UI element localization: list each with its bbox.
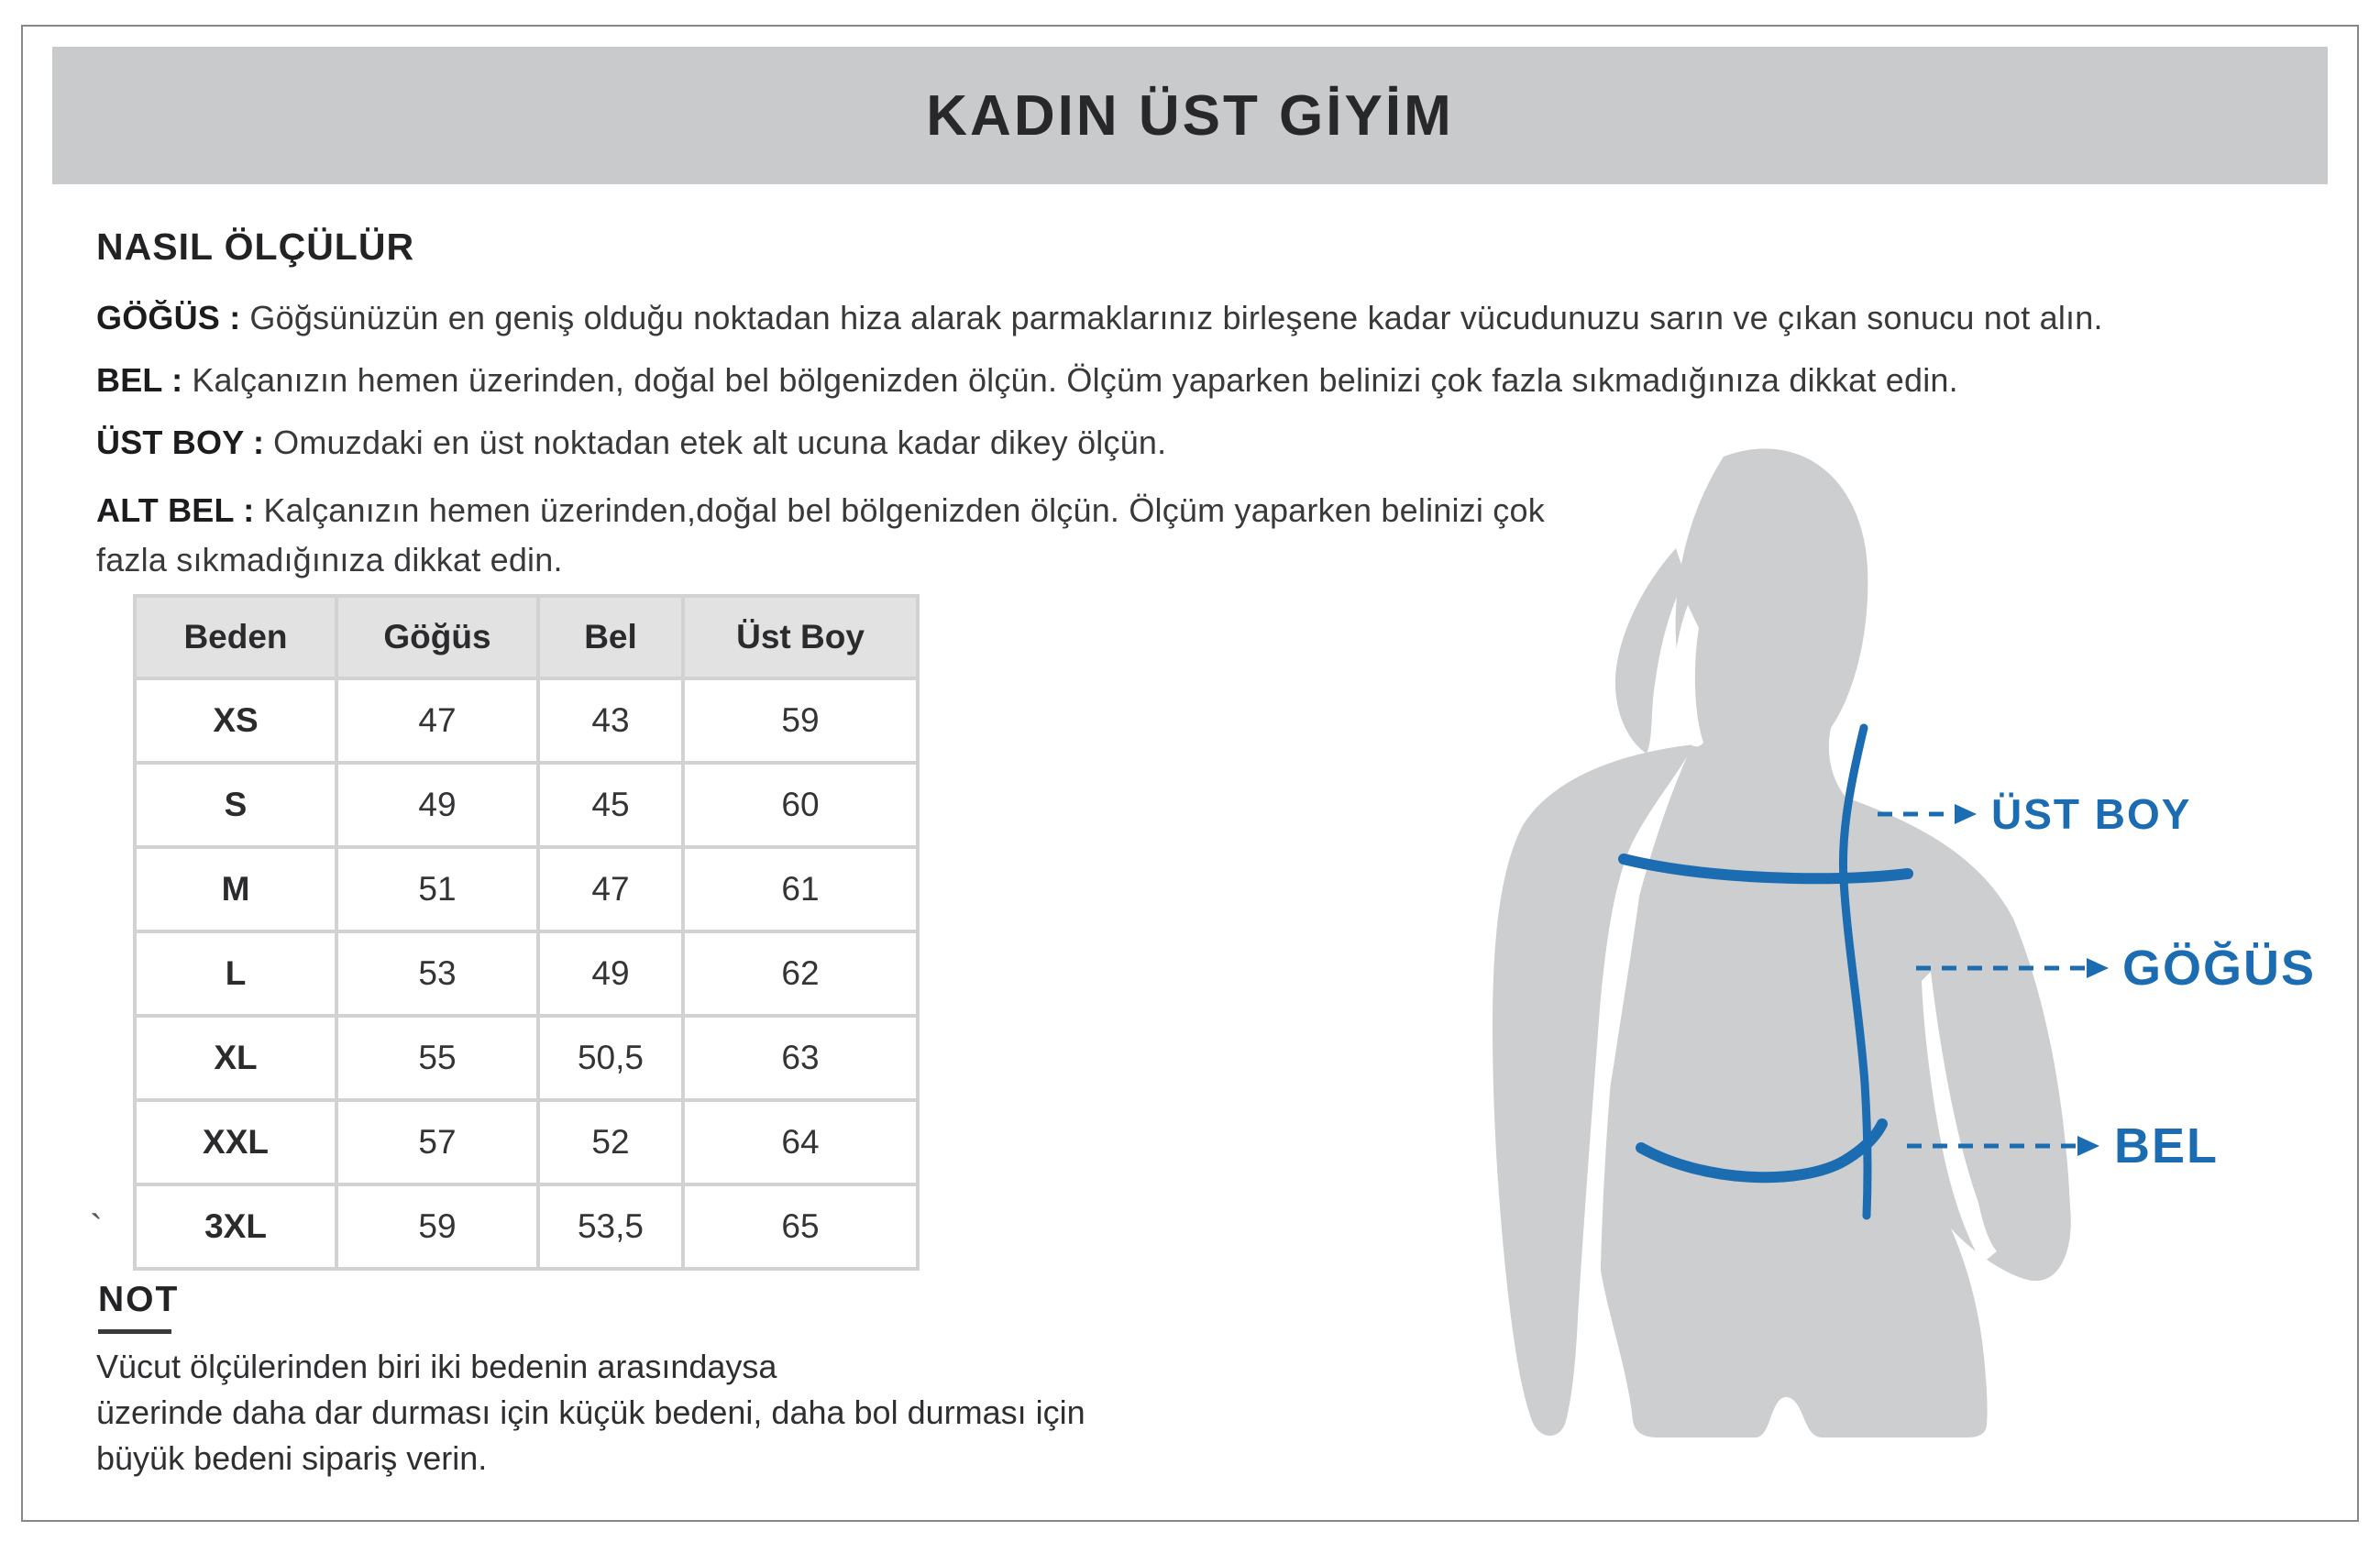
cell-ust-boy: 60 [685,765,916,845]
cell-ust-boy: 62 [685,933,916,1014]
instruction-alt-bel [96,486,1609,585]
page-title: KADIN ÜST GİYİM [926,83,1454,148]
cell-bel: 49 [540,933,681,1014]
cell-size: 3XL [137,1186,335,1267]
cell-gogus: 47 [338,680,536,761]
cell-size: XXL [137,1102,335,1183]
cell-gogus: 49 [338,765,536,845]
cell-size: M [137,849,335,930]
table-row [137,1102,916,1183]
cell-size: S [137,765,335,845]
measurement-diagram [1412,422,2380,1549]
gogus-arrowhead [2087,958,2109,978]
cell-bel: 47 [540,849,681,930]
cell-gogus: 59 [338,1186,536,1267]
table-row [137,849,916,930]
note-heading: NOT [98,1280,180,1319]
how-to-measure-heading: NASIL ÖLÇÜLÜR [96,226,415,268]
header-ust-boy: Üst Boy [685,598,916,677]
cell-size: L [137,933,335,1014]
instruction-alt-bel-label: ALT BEL : [96,491,255,529]
bel-arrowhead [2077,1136,2099,1156]
cell-size: XL [137,1018,335,1098]
instruction-bel [96,361,2333,400]
table-row [137,680,916,761]
table-row [137,933,916,1014]
table-row [137,765,916,845]
note-heading-underline [98,1329,171,1334]
ponytail [1615,548,1686,754]
instruction-gogus-text: Göğsünüzün en geniş olduğu noktadan hiza alarak parmaklarınız birleşene kadar vücudunuzu sarın ve çıkan sonucu not alın. [249,299,2103,336]
instruction-bel-label: BEL : [96,361,183,399]
note-text [96,1344,1085,1481]
size-table-header-row [137,598,916,677]
header-bel: Bel [540,598,681,677]
header-beden: Beden [137,598,335,677]
size-table [133,594,920,1271]
cell-ust-boy: 64 [685,1102,916,1183]
cell-ust-boy: 63 [685,1018,916,1098]
title-bar [52,47,2328,184]
cell-gogus: 57 [338,1102,536,1183]
cell-bel: 53,5 [540,1186,681,1267]
cell-gogus: 53 [338,933,536,1014]
instruction-alt-bel-text: Kalçanızın hemen üzerinden,doğal bel bölgenizden ölçün. Ölçüm yaparken belinizi çok fazla sıkmadığınıza dikkat edin. [96,491,1545,578]
header-gogus: Göğüs [338,598,536,677]
table-row [137,1018,916,1098]
body-silhouette [1493,448,2071,1437]
cell-bel: 52 [540,1102,681,1183]
cell-bel: 43 [540,680,681,761]
instruction-ust-boy-label: ÜST BOY : [96,424,265,461]
note-line: üzerinde daha dar durması için küçük bedeni, daha bol durması için [96,1393,1085,1431]
cell-size: XS [137,680,335,761]
ust-boy-label: ÜST BOY [1991,790,2192,838]
gogus-label: GÖĞÜS [2122,941,2317,996]
instruction-bel-text: Kalçanızın hemen üzerinden, doğal bel bölgenizden ölçün. Ölçüm yaparken belinizi çok fazla sıkmadığınıza dikkat edin. [192,361,1958,399]
cell-bel: 45 [540,765,681,845]
stray-mark: ` [90,1206,103,1250]
cell-gogus: 51 [338,849,536,930]
bel-label: BEL [2114,1118,2219,1173]
cell-gogus: 55 [338,1018,536,1098]
note-line: büyük bedeni sipariş verin. [96,1439,488,1477]
ust-boy-arrowhead [1955,804,1977,824]
note-line: Vücut ölçülerinden biri iki bedenin arasındaysa [96,1348,777,1385]
cell-bel: 50,5 [540,1018,681,1098]
cell-ust-boy: 59 [685,680,916,761]
instruction-gogus [96,299,2333,337]
instruction-gogus-label: GÖĞÜS : [96,299,241,336]
table-row [137,1186,916,1267]
cell-ust-boy: 65 [685,1186,916,1267]
instruction-ust-boy-text: Omuzdaki en üst noktadan etek alt ucuna kadar dikey ölçün. [273,424,1167,461]
cell-ust-boy: 61 [685,849,916,930]
